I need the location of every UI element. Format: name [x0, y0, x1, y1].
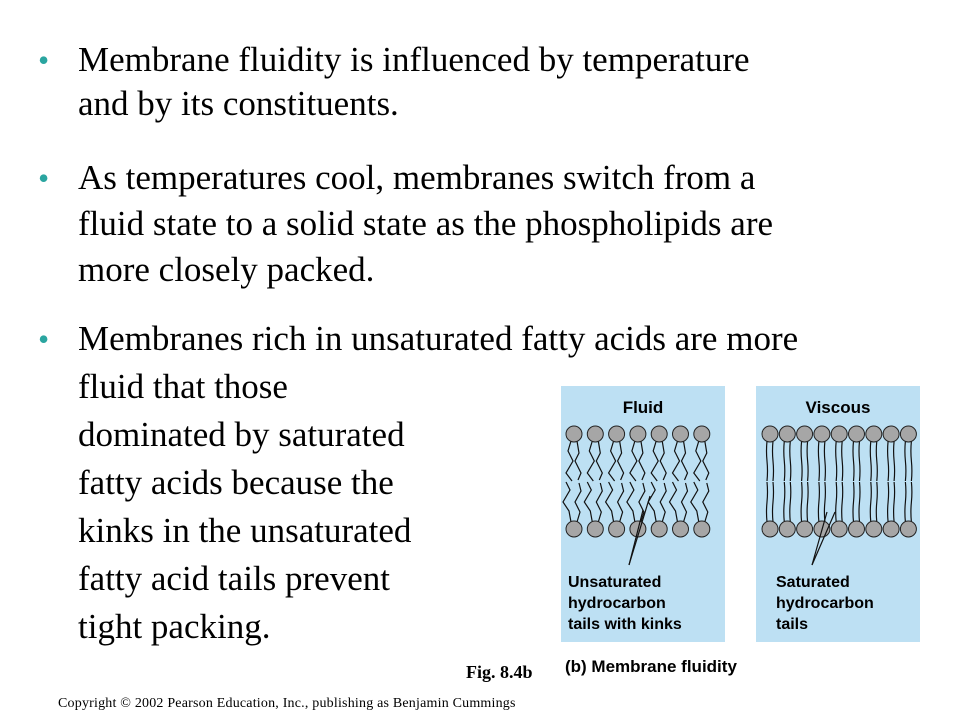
viscous-caption-line-1: Saturated [776, 574, 850, 591]
phospholipid-head [762, 521, 778, 537]
viscous-panel-title: Viscous [805, 398, 871, 417]
phospholipid-head [849, 521, 865, 537]
phospholipid-head [883, 426, 899, 442]
phospholipid-head [651, 521, 667, 537]
phospholipid-head [673, 426, 689, 442]
fluid-caption-line-2: hydrocarbon [568, 595, 666, 612]
phospholipid-head [630, 426, 646, 442]
bullet-1-line-1: Membrane fluidity is influenced by temperature [78, 40, 750, 79]
bullet-3-line-2: fluid that those [78, 367, 288, 406]
bullet-3-line-5: kinks in the unsaturated [78, 511, 412, 550]
phospholipid-head [779, 521, 795, 537]
phospholipid-head [566, 521, 582, 537]
bullet-3-line-3: dominated by saturated [78, 415, 405, 454]
bullet-1-line-2: and by its constituents. [78, 84, 399, 123]
bullet-3-line-1: Membranes rich in unsaturated fatty acids are more [78, 319, 799, 358]
figure-label: (b) Membrane fluidity [565, 657, 737, 676]
bullet-3-line-6: fatty acid tails prevent [78, 559, 390, 598]
fluid-caption-line-3: tails with kinks [568, 616, 682, 633]
bullet-marker-3: • [38, 321, 50, 357]
phospholipid-head [797, 426, 813, 442]
phospholipid-head [694, 521, 710, 537]
bullet-3-line-7: tight packing. [78, 607, 271, 646]
phospholipid-head [900, 426, 916, 442]
bullet-marker-2: • [38, 160, 50, 196]
phospholipid-head [609, 426, 625, 442]
phospholipid-head [814, 426, 830, 442]
phospholipid-head [651, 426, 667, 442]
phospholipid-head [883, 521, 899, 537]
phospholipid-head [797, 521, 813, 537]
phospholipid-head [831, 521, 847, 537]
phospholipid-head [866, 426, 882, 442]
phospholipid-head [831, 426, 847, 442]
phospholipid-head [673, 521, 689, 537]
phospholipid-head [849, 426, 865, 442]
phospholipid-head [587, 426, 603, 442]
bullet-3-line-4: fatty acids because the [78, 463, 394, 502]
bullet-marker-1: • [38, 42, 50, 78]
phospholipid-head [694, 426, 710, 442]
phospholipid-head [566, 426, 582, 442]
phospholipid-head [587, 521, 603, 537]
viscous-caption-line-3: tails [776, 616, 809, 633]
viscous-caption-line-2: hydrocarbon [776, 595, 874, 612]
phospholipid-head [900, 521, 916, 537]
phospholipid-head [866, 521, 882, 537]
phospholipid-head [779, 426, 795, 442]
copyright-notice: Copyright © 2002 Pearson Education, Inc., publishing as Benjamin Cummings [58, 696, 516, 711]
figure-reference: Fig. 8.4b [466, 662, 533, 682]
phospholipid-head [609, 521, 625, 537]
fluid-panel-title: Fluid [622, 398, 664, 417]
bullet-2-line-2: fluid state to a solid state as the phospholipids are [78, 204, 774, 243]
bullet-2-line-1: As temperatures cool, membranes switch from a [78, 158, 756, 197]
bullet-2-line-3: more closely packed. [78, 250, 375, 289]
fluid-caption-line-1: Unsaturated [568, 574, 662, 591]
phospholipid-head [762, 426, 778, 442]
